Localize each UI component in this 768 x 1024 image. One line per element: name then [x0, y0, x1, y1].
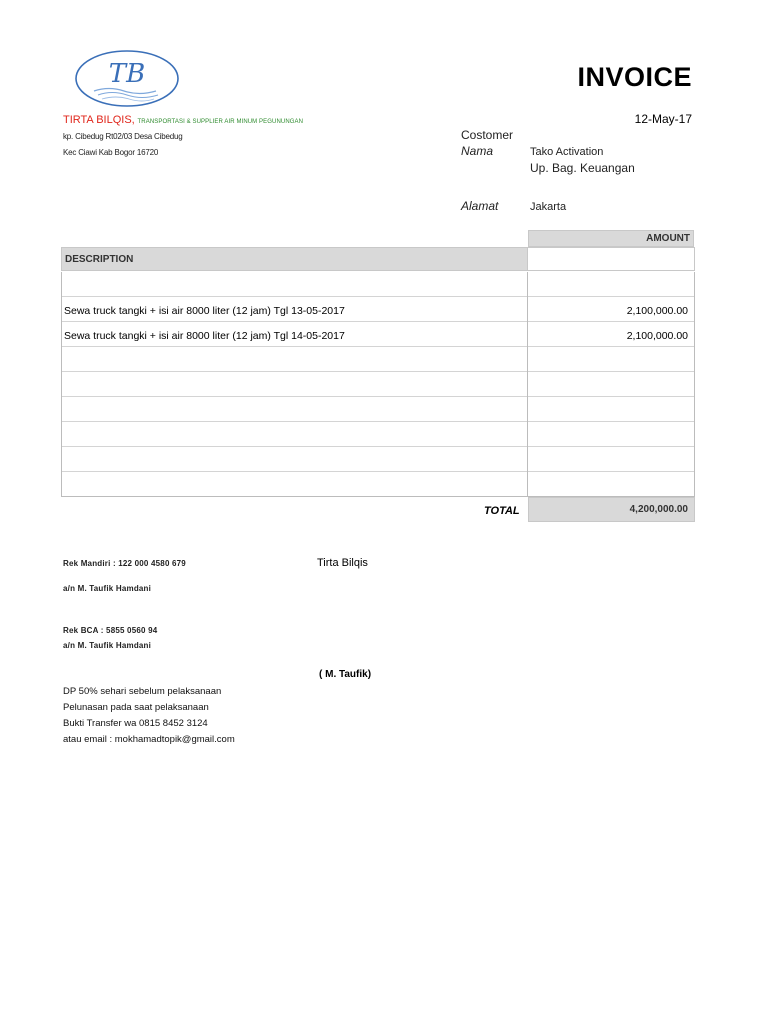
customer-section-label: Costomer	[461, 128, 514, 142]
table-row	[61, 447, 695, 472]
total-label: TOTAL	[484, 505, 520, 517]
row-amount: 2,100,000.00	[528, 297, 695, 322]
row-description	[61, 372, 528, 397]
customer-name-label: Nama	[461, 144, 494, 158]
description-column-header: DESCRIPTION	[61, 247, 528, 271]
signature-name: ( M. Taufik)	[319, 669, 372, 680]
row-description	[61, 447, 528, 472]
table-row	[61, 472, 695, 497]
company-address-line1: kp. Cibedug Rt02/03 Desa Cibedug	[63, 132, 183, 141]
row-amount	[528, 347, 695, 372]
mandiri-holder: a/n M. Taufik Hamdani	[63, 584, 152, 593]
company-logo	[74, 49, 180, 108]
note-line: Bukti Transfer wa 0815 8452 3124	[63, 718, 208, 729]
company-tagline: TRANSPORTASI & SUPPLIER AIR MINUM PEGUNUNGAN	[137, 119, 304, 125]
bca-account: Rek BCA : 5855 0560 94	[63, 626, 158, 635]
row-description	[61, 422, 528, 447]
table-row	[61, 322, 695, 347]
row-amount	[528, 472, 695, 497]
invoice-date: 12-May-17	[634, 112, 692, 126]
row-description	[61, 472, 528, 497]
table-row	[61, 272, 695, 297]
note-line: DP 50% sehari sebelum pelaksanaan	[63, 686, 222, 697]
row-description	[61, 347, 528, 372]
signature-company: Tirta Bilqis	[317, 557, 368, 569]
customer-address-value: Jakarta	[530, 201, 567, 213]
company-name: TIRTA BILQIS,	[63, 114, 135, 126]
table-row	[61, 297, 695, 322]
row-amount	[528, 447, 695, 472]
row-amount	[528, 397, 695, 422]
row-description: Sewa truck tangki + isi air 8000 liter (12 jam) Tgl 13-05-2017	[61, 297, 528, 322]
amount-column-header: AMOUNT	[528, 230, 694, 247]
table-row	[61, 422, 695, 447]
logo-emblem-icon	[74, 49, 180, 108]
company-heading	[63, 114, 303, 126]
row-amount	[528, 422, 695, 447]
row-description: Sewa truck tangki + isi air 8000 liter (12 jam) Tgl 14-05-2017	[61, 322, 528, 347]
total-value: 4,200,000.00	[528, 497, 695, 522]
note-line: Pelunasan pada saat pelaksanaan	[63, 702, 209, 713]
customer-name-value: Tako Activation	[530, 146, 604, 158]
row-description	[61, 272, 528, 297]
row-amount	[528, 372, 695, 397]
table-row	[61, 347, 695, 372]
note-line: atau email : mokhamadtopik@gmail.com	[63, 734, 235, 745]
row-amount	[528, 272, 695, 297]
mandiri-account: Rek Mandiri : 122 000 4580 679	[63, 559, 186, 568]
row-amount: 2,100,000.00	[528, 322, 695, 347]
table-row	[61, 372, 695, 397]
customer-attention: Up. Bag. Keuangan	[530, 161, 635, 175]
row-description	[61, 397, 528, 422]
bca-holder: a/n M. Taufik Hamdani	[63, 641, 152, 650]
customer-address-label: Alamat	[461, 199, 499, 213]
logo-text: TB	[108, 59, 146, 89]
invoice-title: INVOICE	[577, 62, 692, 92]
company-address-line2: Kec Ciawi Kab Bogor 16720	[63, 148, 159, 157]
amount-header-spacer	[528, 247, 695, 271]
table-row	[61, 397, 695, 422]
